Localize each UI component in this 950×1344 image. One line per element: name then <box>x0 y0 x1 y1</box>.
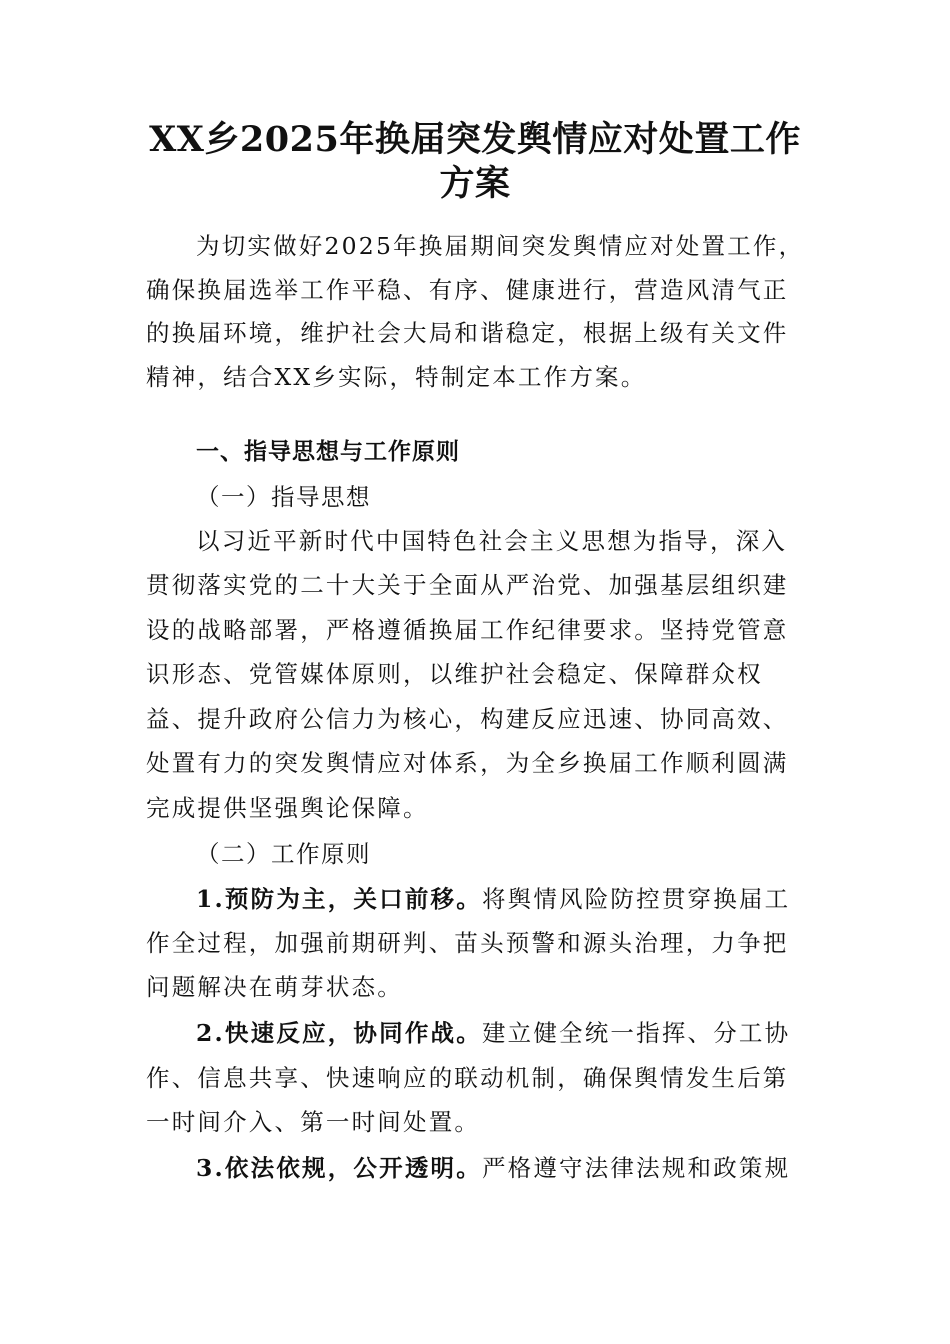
guiding-line-7: 完成提供坚强舆论保障。 <box>146 794 429 822</box>
principle-1-lead: 1.预防为主，关口前移。 <box>196 885 482 913</box>
principle-1-line-2: 作全过程，加强前期研判、苗头预警和源头治理，力争把 <box>146 929 789 957</box>
guiding-line-6: 处置有力的突发舆情应对体系，为全乡换届工作顺利圆满 <box>146 749 789 777</box>
principle-2-line-1 <box>146 1011 806 1055</box>
guiding-line-2: 贯彻落实党的二十大关于全面从严治党、加强基层组织建 <box>146 571 789 599</box>
principle-2-lead: 2.快速反应，协同作战。 <box>196 1019 482 1047</box>
guiding-line-5: 益、提升政府公信力为核心，构建反应迅速、协同高效、 <box>146 705 789 733</box>
document-title-line2: 方案 <box>439 163 511 204</box>
principle-2-line-3: 一时间介入、第一时间处置。 <box>146 1108 481 1136</box>
principle-1-line-3: 问题解决在萌芽状态。 <box>146 973 403 1001</box>
subsection-heading-1: （一）指导思想 <box>196 483 371 511</box>
intro-line-1: 为切实做好2025年换届期间突发舆情应对处置工作， <box>196 232 805 260</box>
principle-1-line-1 <box>146 877 806 921</box>
section-heading-1: 一、指导思想与工作原则 <box>196 439 460 465</box>
intro-line-3: 的换届环境，维护社会大局和谐稳定，根据上级有关文件 <box>146 319 789 347</box>
guiding-line-4: 识形态、党管媒体原则，以维护社会稳定、保障群众权 <box>146 660 763 688</box>
intro-line-4: 精神，结合XX乡实际，特制定本工作方案。 <box>146 363 647 391</box>
document-title-line1: XX乡2025年换届突发舆情应对处置工作 <box>149 119 801 160</box>
principle-2-line-2: 作、信息共享、快速响应的联动机制，确保舆情发生后第 <box>146 1064 789 1092</box>
principle-3-text: 严格遵守法律法规和政策规 <box>481 1154 791 1182</box>
principle-2-text: 建立健全统一指挥、分工协 <box>481 1019 791 1047</box>
principle-3-line-1 <box>146 1146 806 1190</box>
subsection-heading-2: （二）工作原则 <box>196 840 371 868</box>
guiding-line-3: 设的战略部署，严格遵循换届工作纪律要求。坚持党管意 <box>146 616 789 644</box>
principle-1-text: 将舆情风险防控贯穿换届工 <box>481 885 791 913</box>
guiding-line-1: 以习近平新时代中国特色社会主义思想为指导，深入 <box>196 527 788 555</box>
principle-3-lead: 3.依法依规，公开透明。 <box>196 1154 482 1182</box>
intro-line-2: 确保换届选举工作平稳、有序、健康进行，营造风清气正 <box>146 276 789 304</box>
